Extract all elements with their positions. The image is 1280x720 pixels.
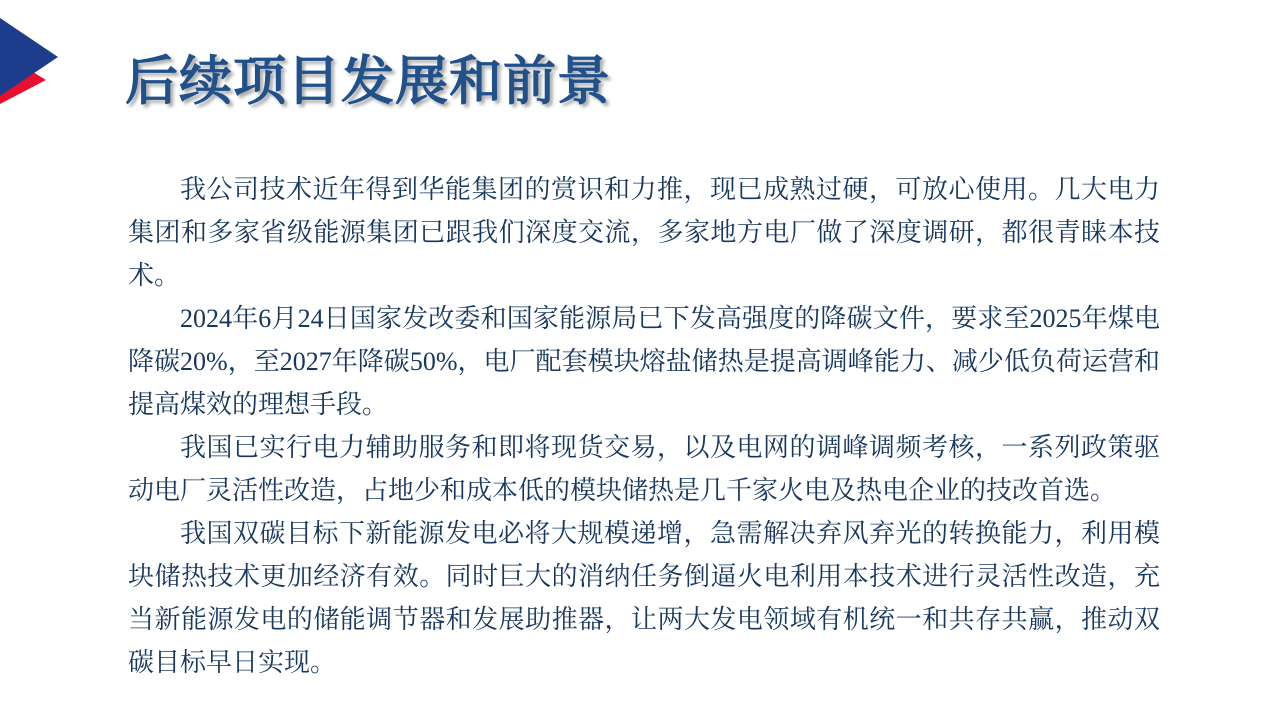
body-paragraph: 我公司技术近年得到华能集团的赏识和力推，现已成熟过硬，可放心使用。几大电力集团和多家省级能源集团已跟我们深度交流，多家地方电厂做了深度调研，都很青睐本技术。 xyxy=(128,175,1160,290)
slide-title: 后续项目发展和前景 xyxy=(125,52,611,111)
body-paragraph: 2024年6月24日国家发改委和国家能源局已下发高强度的降碳文件，要求至2025年煤电降碳20%，至2027年降碳50%，电厂配套模块熔盐储热是提高调峰能力、减少低负荷运营和提高煤效的理想手段。 xyxy=(128,304,1160,419)
body-paragraph: 我国已实行电力辅助服务和即将现货交易，以及电网的调峰调频考核，一系列政策驱动电厂灵活性改造，占地少和成本低的模块储热是几千家火电及热电企业的技改首选。 xyxy=(128,433,1160,505)
body-paragraph: 我国双碳目标下新能源发电必将大规模递增，急需解决弃风弃光的转换能力，利用模块储热技术更加经济有效。同时巨大的消纳任务倒逼火电利用本技术进行灵活性改造，充当新能源发电的储能调节器和发展助推器，让两大发电领域有机统一和共存共赢，推动双碳目标早日实现。 xyxy=(128,519,1160,677)
corner-arrow-decoration xyxy=(0,0,70,115)
slide-body-text xyxy=(128,168,1160,684)
